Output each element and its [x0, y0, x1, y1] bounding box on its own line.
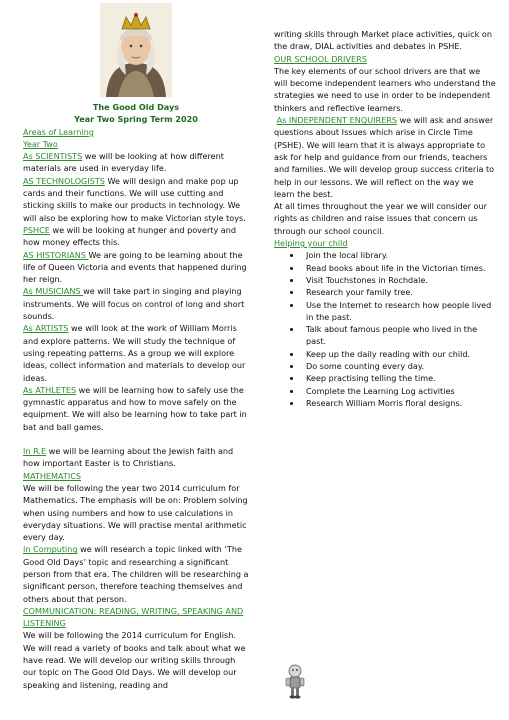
help-item: • Do some counting every day.	[302, 360, 496, 372]
help-item: • Join the local library.	[302, 249, 496, 261]
maths-heading: MATHEMATICS	[23, 470, 82, 481]
help-item: • Keep up the daily reading with our child.	[302, 348, 496, 360]
help-item: • Visit Touchstones in Rochdale.	[302, 274, 496, 286]
year-heading: Year Two	[23, 138, 58, 149]
maths-text: We will be following the year two 2014 curriculum for Mathematics. The emphasis will be on: Problem solving when using numbers and how to use calculations in everyday situations. We will practise mental arithmetic every day.	[23, 482, 248, 543]
left-column	[23, 0, 249, 691]
help-list	[274, 249, 496, 409]
section-artists: As ARTISTS we will look at the work of William Morris and explore patterns. We will study the technique of using repeating patterns. As a group we will explore ideas, collect information and materials to develop our ideas.	[23, 323, 246, 383]
communication-continued: writing skills through Market place activities, quick on the draw, DIAL activities and debates in PSHE.	[274, 29, 492, 52]
queen-victoria-portrait	[100, 3, 172, 97]
communication-heading: COMMUNICATION: READING, WRITING, SPEAKING AND LISTENING	[23, 605, 244, 629]
help-item: • Complete the Learning Log activities	[302, 385, 496, 397]
help-item: • Talk about famous people who lived in the past.	[302, 323, 496, 348]
section-scientists: As SCIENTISTS we will be looking at how different materials are used in everyday life.	[23, 151, 224, 174]
section-pshce: PSHCE we will be looking at hunger and poverty and how money effects this.	[23, 224, 237, 248]
help-item: • Use the Internet to research how people lived in the past.	[302, 299, 496, 324]
section-musicians: As MUSICIANS we will take part in singing and playing instruments. We will focus on control of long and short sounds.	[23, 286, 245, 322]
cartoon-figure-icon	[284, 664, 306, 700]
section-computing: In Computing we will research a topic linked with ‘The Good Old Days’ topic and researching a significant person from that era. The children will be researching a significant person, therefore teaching themselves and others about that person.	[23, 544, 249, 604]
doc-title: The Good Old Days	[92, 102, 180, 112]
drivers-text: The key elements of our school drivers are that we will become independent learners who understand the strategies we need to use in order to be independent thinkers and reflective learners.	[274, 65, 496, 113]
help-item: • Research your family tree.	[302, 286, 496, 298]
section-enquirers: As INDEPENDENT ENQUIRERS we will ask and answer questions about Issues which arise in Circle Time (PSHE). We will learn that it is always appropriate to ask for help and guidance from our friends, teachers and families. We will develop group success criteria to help in our lessons. We will reflect on the way we learn the best.	[274, 115, 495, 199]
drivers-heading: OUR SCHOOL DRIVERS	[274, 53, 367, 64]
rights-text: At all times throughout the year we will consider our rights as children and raise issues that concern us through our school council.	[274, 201, 487, 236]
areas-heading: Areas of Learning	[23, 126, 94, 137]
right-column	[274, 28, 496, 409]
help-item: • Keep practising telling the time.	[302, 372, 496, 384]
help-item: • Read books about life in the Victorian times.	[302, 262, 496, 274]
section-athletes: As ATHLETES we will be learning how to safely use the gymnastic apparatus and how to move safely on the equipment. We will also be learning how to take part in bat and ball games.	[23, 384, 247, 432]
help-item: • Research William Morris floral designs.	[302, 397, 496, 409]
help-heading: Helping your child	[274, 238, 348, 249]
section-re: In R.E we will be learning about the Jewish faith and how important Easter is to Christians.	[23, 446, 234, 469]
communication-text: We will be following the 2014 curriculum for English. We will read a variety of books and talk about what we have read. We will develop our writing skills through our topic on The Good Old Days. We will develop our speaking and listening, reading and	[23, 630, 246, 690]
section-historians: AS HISTORIANS We are going to be learning about the life of Queen Victoria and events that happened during her reign.	[23, 249, 247, 285]
section-technologists: AS TECHNOLOGISTS We will design and make pop up cards and their functions. We will use cutting and sticking skills to make our products in technology. We will also be exploring how to make Victorian style toys.	[23, 175, 246, 223]
doc-term: Year Two Spring Term 2020	[74, 114, 198, 125]
